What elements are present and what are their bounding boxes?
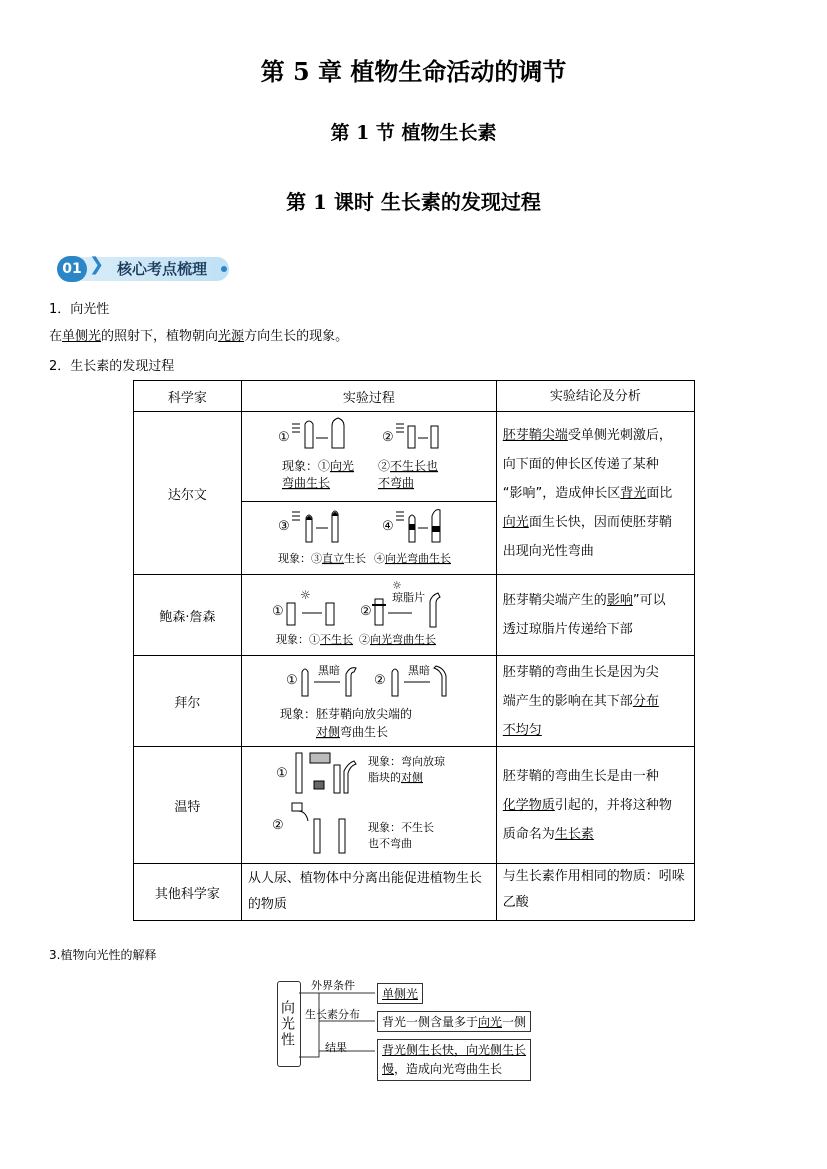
- bent-coleoptile-icon: [430, 593, 440, 627]
- def-answer: 单侧光: [62, 329, 102, 344]
- obs-text: 弯曲生长: [339, 725, 388, 739]
- obs-label: 现象：胚芽鞘向放尖端的: [279, 707, 412, 721]
- answer: 影响: [606, 593, 633, 608]
- sun-icon: ☼: [391, 579, 402, 592]
- svg-text:现象：③直立生长④向光弯曲生长: [278, 551, 451, 565]
- arrow-icon: [298, 811, 308, 821]
- others-process: 从人尿、植物体中分离出能促进植物生长的物质: [241, 864, 496, 921]
- bracket-line: [299, 993, 319, 1057]
- others-conclusion: 与生长素作用相同的物质：吲哚乙酸: [496, 864, 694, 921]
- obs-answer: 对侧: [400, 771, 423, 784]
- bent-coleoptile-icon: [434, 666, 446, 696]
- obs-answer: 向光: [329, 459, 354, 474]
- sleeve-icon: [432, 526, 440, 532]
- light-arrows-icon: [292, 512, 300, 520]
- discovery-heading: 2．生长素的发现过程: [49, 359, 175, 374]
- text: ，造成向光弯曲生长: [394, 1062, 503, 1076]
- text: 背光一侧含量多于: [382, 1015, 479, 1029]
- answer: 背光侧生长快，向光侧生长: [382, 1043, 527, 1057]
- bent-coleoptile-icon: [344, 761, 356, 793]
- went-figure: [241, 747, 496, 864]
- fig-number: ③: [277, 518, 290, 534]
- answer: 背光: [620, 485, 647, 501]
- lesson-title: 第 1 课时 生长素的发现过程: [286, 190, 541, 214]
- went-diagram: [242, 747, 485, 863]
- root-box: 向光性: [277, 981, 301, 1067]
- dark-label: 黑暗: [317, 664, 340, 677]
- answer: 胚芽鞘尖端: [502, 427, 568, 443]
- result-box: [377, 1039, 531, 1081]
- text: 端产生的影响在其下部: [502, 693, 633, 709]
- svg-text:对侧弯曲生长: [316, 724, 388, 739]
- answer: 向光: [502, 514, 529, 530]
- explain-diagram: [277, 977, 552, 1082]
- fig-number: ②: [373, 673, 386, 688]
- obs-label: 现象：③: [277, 551, 322, 565]
- obs-label: 现象：不生长: [367, 821, 434, 834]
- fig-number: ②: [359, 604, 372, 619]
- table-row: [134, 864, 695, 921]
- agar-block-icon: [310, 753, 330, 763]
- text: 质命名为: [502, 826, 555, 842]
- boysen-conclusion: [496, 575, 694, 656]
- coleoptile-icon: [326, 603, 334, 625]
- obs-text: 生长: [343, 551, 366, 565]
- paal-conclusion: [496, 656, 694, 747]
- boysen-diagram: [242, 575, 485, 655]
- svg-text:现象：①不生长②向光弯曲生长: [276, 632, 436, 646]
- table-header-row: [134, 381, 695, 412]
- obs-text: 脂块的: [367, 771, 401, 784]
- obs-label: ④: [373, 551, 385, 565]
- branch-label: 生长素分布: [305, 1008, 360, 1021]
- external-condition-box: [377, 983, 423, 1004]
- obs-answer: 直立: [321, 551, 344, 565]
- paal-diagram: [242, 656, 485, 746]
- header-conclusion: 实验结论及分析: [496, 381, 694, 412]
- coleoptile-icon: [302, 669, 308, 696]
- decapitated-coleoptile-icon: [431, 426, 438, 448]
- auxin-distribution-box: [377, 1011, 531, 1032]
- text: “影响”，造成伸长区: [502, 485, 621, 501]
- table-row: [134, 575, 695, 656]
- def-text: 方向生长的现象。: [244, 329, 349, 344]
- header-process: 实验过程: [241, 381, 496, 412]
- section-title: 第 1 节 植物生长素: [330, 122, 497, 144]
- agar-block-icon: [292, 803, 302, 811]
- banner-label: 核心考点梳理: [117, 260, 208, 278]
- sun-icon: ☼: [299, 588, 311, 602]
- text: 胚芽鞘的弯曲生长是由一种: [502, 768, 659, 784]
- darwin-diagram-1: [242, 412, 485, 500]
- chapter-title: 第 5 章 植物生命活动的调节: [260, 57, 567, 86]
- answer: 向光: [478, 1015, 503, 1029]
- coleoptile-icon: [305, 421, 313, 448]
- fig-number: ①: [271, 604, 284, 619]
- text: ”可以: [632, 593, 666, 608]
- agar-block-icon: [314, 781, 324, 789]
- coleoptile-icon: [314, 819, 320, 853]
- sleeve-icon: [409, 524, 415, 530]
- obs-answer: 不生长: [319, 633, 353, 646]
- text: 向下面的伸长区传递了某种: [502, 456, 659, 472]
- coleoptile-icon: [287, 603, 295, 625]
- fig-number: ②: [271, 818, 284, 833]
- dark-label: 黑暗: [407, 664, 430, 677]
- coleoptile-icon: [334, 765, 340, 793]
- def-answer: 光源: [218, 329, 245, 344]
- fig-number: ②: [381, 430, 394, 446]
- branch-label: 外界条件: [311, 979, 355, 992]
- text: 胚芽鞘尖端产生的: [502, 593, 607, 608]
- text: 面生长快，因而使胚芽鞘: [528, 514, 672, 530]
- text: 胚芽鞘的弯曲生长是因为尖: [502, 664, 659, 680]
- text: 出现向光性弯曲: [502, 543, 594, 559]
- paal-figure: [241, 656, 496, 747]
- chevron-right-icon: ❯: [89, 254, 105, 275]
- went-conclusion: [496, 747, 694, 864]
- obs-label: ②: [377, 459, 390, 474]
- header-scientist: 科学家: [134, 381, 242, 412]
- branch-label: 结果: [325, 1041, 347, 1054]
- bent-coleoptile-icon: [346, 668, 356, 696]
- fig-number: ①: [285, 673, 298, 688]
- text: 一侧: [502, 1015, 527, 1029]
- agar-label: 琼脂片: [391, 591, 425, 604]
- obs-answer: 弯曲生长: [281, 476, 330, 491]
- bent-coleoptile-icon: [432, 509, 440, 541]
- def-text: 的照射下，植物朝向: [101, 329, 219, 344]
- svg-text:②不生长也: [378, 458, 438, 473]
- darwin-diagram-2: [242, 502, 485, 574]
- scientist-went: 温特: [134, 747, 242, 864]
- table-row: [134, 747, 695, 864]
- light-arrows-icon: [396, 512, 404, 520]
- darwin-figure-1: [241, 412, 496, 502]
- svg-text:现象：①向光: [282, 458, 354, 473]
- answer: 单侧光: [382, 987, 419, 1001]
- answer: 化学物质: [502, 797, 555, 813]
- banner-number: 01: [57, 256, 87, 282]
- text: 受单侧光刺激后，: [567, 427, 672, 443]
- svg-text:脂块的对侧: [368, 770, 423, 784]
- table-row: [134, 656, 695, 747]
- scientist-paal: 拜尔: [134, 656, 242, 747]
- answer: 慢: [382, 1062, 395, 1076]
- obs-label: 现象：弯向放琼: [367, 755, 445, 768]
- obs-answer: 对侧: [315, 725, 340, 739]
- light-arrows-icon: [396, 424, 404, 432]
- phototropism-heading: 1．向光性: [49, 302, 110, 317]
- decapitated-coleoptile-icon: [408, 426, 415, 448]
- explain-heading: 3.植物向光性的解释: [49, 948, 157, 962]
- boysen-figure: [241, 575, 496, 656]
- answer: 生长素: [554, 826, 594, 842]
- section-banner: [55, 252, 237, 286]
- coleoptile-icon: [375, 599, 383, 625]
- bent-coleoptile-icon: [332, 418, 344, 448]
- fig-number: ①: [275, 766, 288, 781]
- light-arrows-icon: [292, 424, 300, 432]
- obs-text: 也不弯曲: [367, 837, 412, 850]
- obs-answer: 不生长也: [389, 459, 438, 474]
- darwin-figure-2: [241, 501, 496, 574]
- def-text: 在: [49, 329, 63, 344]
- obs-label: 现象：①: [275, 633, 320, 646]
- obs-answer: 向光弯曲生长: [369, 633, 436, 646]
- scientist-darwin: 达尔文: [134, 412, 242, 575]
- coleoptile-icon: [296, 753, 302, 793]
- table-row: [134, 412, 695, 502]
- answer: 分布: [632, 693, 659, 709]
- obs-label: ②: [358, 633, 370, 646]
- answer: 不均匀: [502, 722, 542, 738]
- text: 透过琼脂片传递给下部: [502, 622, 633, 637]
- obs-label: 现象：①: [281, 459, 330, 474]
- coleoptile-icon: [339, 819, 345, 853]
- discovery-table: [133, 380, 695, 921]
- text: 面比: [646, 485, 673, 501]
- text: 引起的，并将这种物: [554, 797, 672, 813]
- coleoptile-icon: [392, 669, 398, 696]
- fig-number: ①: [277, 430, 290, 446]
- obs-answer: 不弯曲: [377, 476, 414, 491]
- scientist-boysen-jensen: 鲍森·詹森: [134, 575, 242, 656]
- obs-answer: 向光弯曲生长: [384, 551, 451, 565]
- darwin-conclusion: [496, 412, 694, 575]
- fig-number: ④: [381, 518, 394, 534]
- phototropism-definition: [49, 325, 348, 344]
- dot-icon: [221, 266, 227, 272]
- scientist-others: 其他科学家: [134, 864, 242, 921]
